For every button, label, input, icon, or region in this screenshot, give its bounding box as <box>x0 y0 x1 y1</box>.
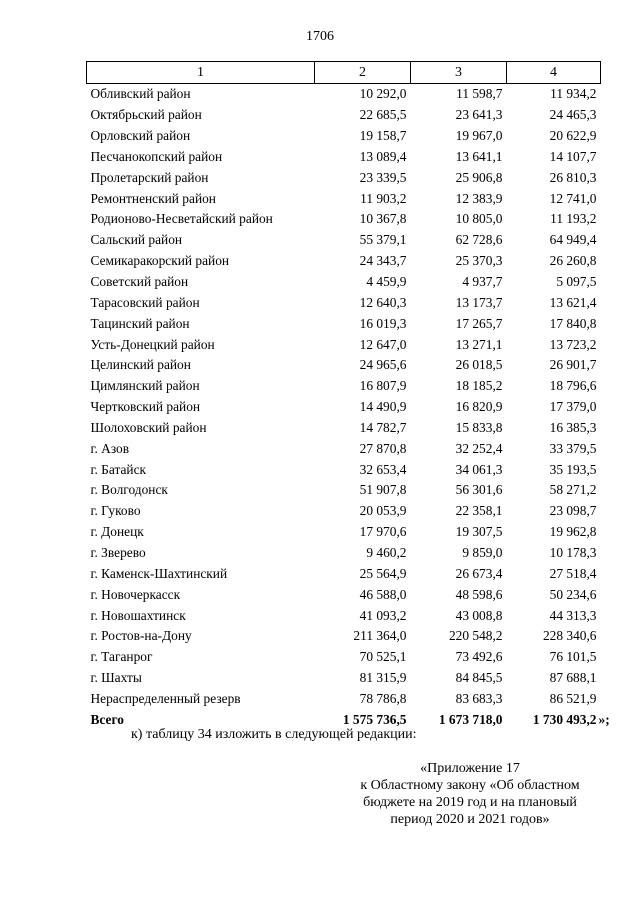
value-2020: 17 265,7 <box>455 315 503 331</box>
value-2019: 32 653,4 <box>359 461 407 477</box>
value-2021: 18 796,6 <box>549 378 597 394</box>
value-2020: 15 833,8 <box>455 419 503 435</box>
table-row <box>87 84 601 105</box>
value-2020: 9 859,0 <box>462 544 503 560</box>
value-2019: 10 367,8 <box>359 211 407 227</box>
value-2021: 5 097,5 <box>556 274 597 290</box>
value-2021: 27 518,4 <box>549 565 597 581</box>
value-2021: 11 934,2 <box>550 86 597 102</box>
value-2020: 48 598,6 <box>455 586 503 602</box>
value-2021: 64 949,4 <box>549 232 597 248</box>
value-2020: 19 307,5 <box>455 524 503 540</box>
value-2020: 62 728,6 <box>455 232 503 248</box>
value-2021: 35 193,5 <box>549 461 597 477</box>
table-row <box>87 251 601 272</box>
value-2020: 25 906,8 <box>455 169 503 185</box>
table-row <box>87 459 601 480</box>
table-row <box>87 167 601 188</box>
value-2020: 18 185,2 <box>455 378 503 394</box>
value-2021: 33 379,5 <box>549 440 597 456</box>
total-suffix: »; <box>598 711 610 727</box>
row-name: Тарасовский район <box>90 294 200 310</box>
value-2020: 13 641,1 <box>455 148 503 164</box>
table-header <box>87 62 601 84</box>
value-2021: 16 385,3 <box>549 419 597 435</box>
row-name: г. Каменск-Шахтинский <box>90 565 228 581</box>
appendix-line: к Областному закону «Об областном <box>360 778 580 793</box>
column-header-4: 4 <box>507 62 601 84</box>
value-2021: 14 107,7 <box>549 148 597 164</box>
row-name: г. Волгодонск <box>90 482 168 498</box>
value-2020: 13 271,1 <box>455 336 503 352</box>
row-name: г. Донецк <box>90 524 144 540</box>
table-row <box>87 272 601 293</box>
row-name: г. Азов <box>90 440 130 456</box>
amendment-text: к) таблицу 34 изложить в следующей редакции: <box>131 727 417 742</box>
value-2019: 51 907,8 <box>359 482 407 498</box>
row-name: г. Таганрог <box>90 649 153 665</box>
value-2021: 24 465,3 <box>549 107 597 123</box>
table-row <box>87 147 601 168</box>
value-2020: 12 383,9 <box>455 190 503 206</box>
value-2020: 16 820,9 <box>455 399 503 415</box>
value-2019: 4 459,9 <box>366 274 407 290</box>
value-2020: 56 301,6 <box>455 482 503 498</box>
table-row <box>87 397 601 418</box>
row-name: Сальский район <box>90 232 183 248</box>
table-row <box>87 126 601 147</box>
row-name: Советский район <box>90 274 189 290</box>
value-2019: 14 490,9 <box>359 399 407 415</box>
value-2019: 23 339,5 <box>359 169 407 185</box>
appendix-heading <box>340 760 600 828</box>
row-name: Родионово-Несветайский район <box>90 211 273 227</box>
value-2020: 26 673,4 <box>455 565 503 581</box>
total-2020: 1 673 718,0 <box>438 711 503 727</box>
value-2020: 220 548,2 <box>448 628 503 644</box>
value-2020: 13 173,7 <box>455 294 503 310</box>
value-2021: 17 379,0 <box>549 399 597 415</box>
value-2020: 26 018,5 <box>455 357 503 373</box>
value-2020: 22 358,1 <box>455 503 503 519</box>
row-name: Шолоховский район <box>90 419 207 435</box>
row-name: Усть-Донецкий район <box>90 336 215 352</box>
table-row <box>87 188 601 209</box>
table-row <box>87 334 601 355</box>
value-2020: 83 683,3 <box>455 690 503 706</box>
value-2021: 76 101,5 <box>549 649 597 665</box>
table-row <box>87 688 601 709</box>
value-2019: 14 782,7 <box>359 419 407 435</box>
value-2020: 84 845,5 <box>455 670 503 686</box>
value-2020: 4 937,7 <box>462 274 503 290</box>
row-name: г. Гуково <box>90 503 141 519</box>
row-name: Чертковский район <box>90 399 201 415</box>
table-row <box>87 313 601 334</box>
header-row <box>87 62 601 84</box>
value-2021: 26 901,7 <box>549 357 597 373</box>
table-row <box>87 418 601 439</box>
table-row <box>87 584 601 605</box>
value-2019: 10 292,0 <box>359 86 407 102</box>
value-2021: 86 521,9 <box>549 690 597 706</box>
column-header-1: 1 <box>87 62 315 84</box>
column-header-3: 3 <box>411 62 507 84</box>
row-name: Ремонтненский район <box>90 190 216 206</box>
value-2020: 10 805,0 <box>455 211 503 227</box>
value-2021: 26 810,3 <box>549 169 597 185</box>
row-name: г. Новочеркасск <box>90 586 181 602</box>
table-row <box>87 105 601 126</box>
value-2020: 43 008,8 <box>455 607 503 623</box>
value-2020: 19 967,0 <box>455 128 503 144</box>
value-2021: 13 621,4 <box>549 294 597 310</box>
value-2020: 11 598,7 <box>456 86 503 102</box>
table-row <box>87 501 601 522</box>
appendix-line: период 2020 и 2021 годов» <box>390 812 550 827</box>
value-2019: 81 315,9 <box>359 670 407 686</box>
value-2020: 73 492,6 <box>455 649 503 665</box>
value-2020: 34 061,3 <box>455 461 503 477</box>
value-2019: 24 343,7 <box>359 253 407 269</box>
appendix-line: бюджете на 2019 год и на плановый <box>363 795 577 810</box>
row-name: г. Шахты <box>90 670 142 686</box>
row-name: Целинский район <box>90 357 191 373</box>
value-2019: 24 965,6 <box>359 357 407 373</box>
row-name: Пролетарский район <box>90 169 209 185</box>
total-2019: 1 575 736,5 <box>342 711 407 727</box>
row-name: г. Ростов-на-Дону <box>90 628 192 644</box>
row-name: г. Батайск <box>90 461 147 477</box>
table-row <box>87 480 601 501</box>
value-2021: 228 340,6 <box>542 628 597 644</box>
total-2021: 1 730 493,2 »; <box>507 709 601 730</box>
row-name: Нераспределенный резерв <box>90 690 241 706</box>
value-2019: 16 807,9 <box>359 378 407 394</box>
value-2019: 27 870,8 <box>359 440 407 456</box>
table-row <box>87 647 601 668</box>
value-2019: 19 158,7 <box>359 128 407 144</box>
value-2019: 70 525,1 <box>359 649 407 665</box>
table-row <box>87 438 601 459</box>
table-row <box>87 563 601 584</box>
value-2019: 25 564,9 <box>359 565 407 581</box>
value-2021: 87 688,1 <box>549 670 597 686</box>
value-2019: 12 640,3 <box>359 294 407 310</box>
value-2021: 19 962,8 <box>549 524 597 540</box>
value-2021: 11 193,2 <box>550 211 597 227</box>
table-row <box>87 355 601 376</box>
value-2021: 44 313,3 <box>549 607 597 623</box>
value-2019: 13 089,4 <box>359 148 407 164</box>
row-name: Семикаракорский район <box>90 253 230 269</box>
value-2021: 12 741,0 <box>549 190 597 206</box>
value-2021: 13 723,2 <box>549 336 597 352</box>
value-2021: 17 840,8 <box>549 315 597 331</box>
table-row <box>87 230 601 251</box>
value-2019: 9 460,2 <box>366 544 407 560</box>
value-2019: 41 093,2 <box>359 607 407 623</box>
value-2019: 20 053,9 <box>359 503 407 519</box>
value-2019: 17 970,6 <box>359 524 407 540</box>
table-row <box>87 543 601 564</box>
table-row <box>87 668 601 689</box>
row-name: г. Зверево <box>90 544 146 560</box>
table-row <box>87 522 601 543</box>
value-2019: 78 786,8 <box>359 690 407 706</box>
row-name: Цимлянский район <box>90 378 200 394</box>
table-row <box>87 376 601 397</box>
row-name: Песчанокопский район <box>90 148 223 164</box>
value-2020: 23 641,3 <box>455 107 503 123</box>
table-row <box>87 292 601 313</box>
page-number: 1706 <box>306 29 334 44</box>
value-2019: 22 685,5 <box>359 107 407 123</box>
column-header-2: 2 <box>315 62 411 84</box>
table-row <box>87 626 601 647</box>
row-name: Октябрьский район <box>90 107 202 123</box>
value-2020: 32 252,4 <box>455 440 503 456</box>
value-2019: 12 647,0 <box>359 336 407 352</box>
row-name: Обливский район <box>90 86 191 102</box>
value-2019: 46 588,0 <box>359 586 407 602</box>
value-2021: 23 098,7 <box>549 503 597 519</box>
total-label: Всего <box>90 711 124 727</box>
value-2021: 20 622,9 <box>549 128 597 144</box>
value-2021: 58 271,2 <box>549 482 597 498</box>
row-name: г. Новошахтинск <box>90 607 186 623</box>
table-body <box>87 84 610 731</box>
value-2019: 16 019,3 <box>359 315 407 331</box>
value-2019: 11 903,2 <box>360 190 407 206</box>
value-2019: 211 364,0 <box>353 628 407 644</box>
table-row <box>87 209 601 230</box>
value-2021: 26 260,8 <box>549 253 597 269</box>
value-2020: 25 370,3 <box>455 253 503 269</box>
appendix-line: «Приложение 17 <box>420 761 520 776</box>
table-row <box>87 605 601 626</box>
row-name: Тацинский район <box>90 315 190 331</box>
budget-table <box>86 61 610 730</box>
row-name: Орловский район <box>90 128 191 144</box>
value-2019: 55 379,1 <box>359 232 407 248</box>
value-2021: 10 178,3 <box>549 544 597 560</box>
value-2021: 50 234,6 <box>549 586 597 602</box>
